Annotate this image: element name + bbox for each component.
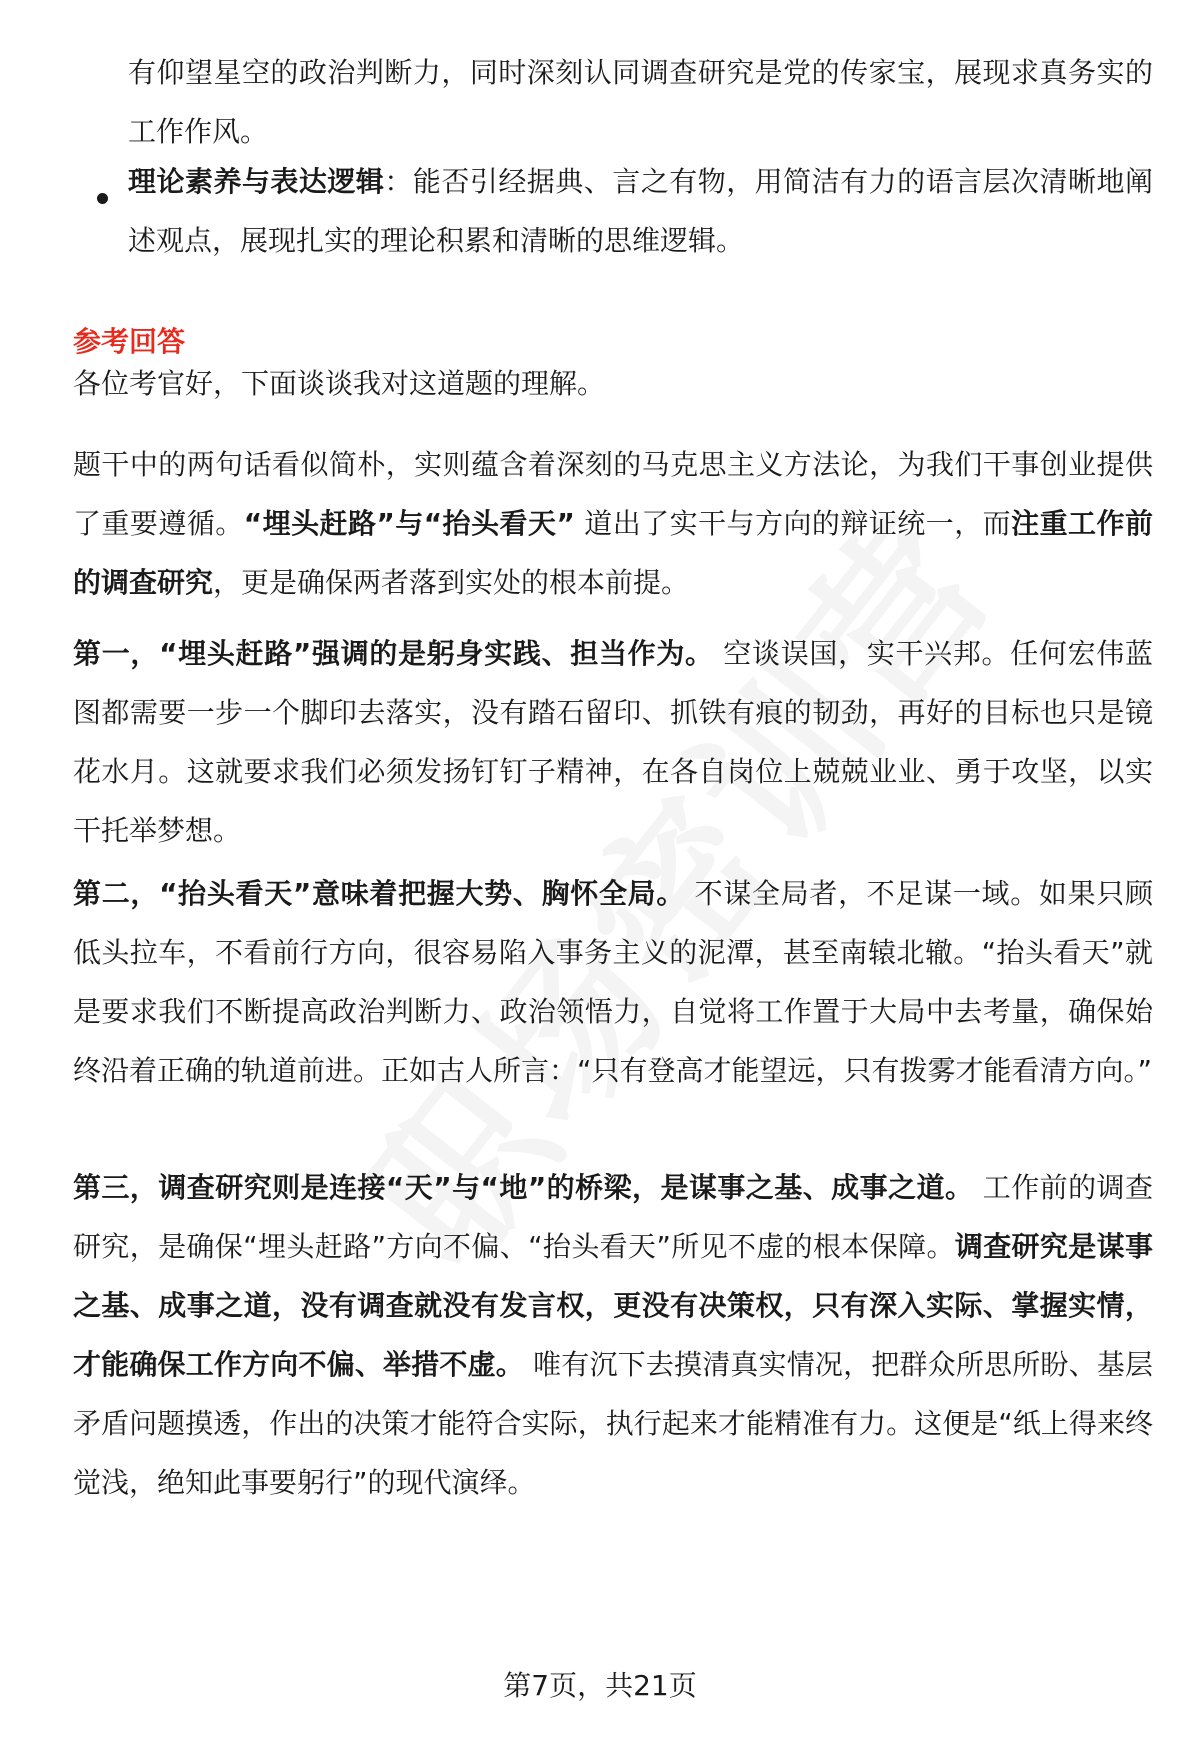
continued-paragraph [128, 43, 1153, 161]
point3-text-1: 工作前的调查研究，是确保“埋头赶路”方向不偏、“抬头看天”所见不虚的根本保障。 [73, 1171, 1153, 1263]
intro-bold-1: “埋头赶路”与“抬头看天” [243, 507, 575, 540]
continued-text: 有仰望星空的政治判断力，同时深刻认同调查研究是党的传家宝，展现求真务实的工作作风。 [128, 56, 1153, 148]
page-number: 第7页，共21页 [503, 1669, 697, 1702]
intro-text-2: 道出了实干与方向的辩证统一，而 [574, 507, 1012, 540]
point3-bold-2: 调查研究是谋事之基、成事之道，没有调查就没有发言权，更没有决策权，只有深入实际、掌握实情，才能确保工作方向不偏、举措不虚。 [73, 1230, 1153, 1381]
bullet-title: 理论素养与表达逻辑 [128, 165, 385, 198]
point3-heading: 第三，调查研究则是连接“天”与“地”的桥梁，是谋事之基、成事之道。 [73, 1171, 974, 1204]
intro-text-3: ，更是确保两者落到实处的根本前提。 [213, 566, 690, 599]
intro-bold-2: 注重工作前的调查研究 [73, 507, 1153, 599]
point2-text: 不谋全局者，不足谋一域。如果只顾低头拉车，不看前行方向，很容易陷入事务主义的泥潭，甚至南辕北辙。“抬头看天”就是要求我们不断提高政治判断力、政治领悟力，自觉将工作置于大局中去考量，确保始终沿着正确的轨道前进。正如古人所言：“只有登高才能望远，只有拨雾才能看清方向。” [73, 877, 1153, 1087]
point2-heading: 第二，“抬头看天”意味着把握大势、胸怀全局。 [73, 877, 686, 910]
section-heading: 参考回答 [73, 325, 186, 358]
point2-paragraph [73, 864, 1153, 1100]
greeting-text: 各位考官好，下面谈谈我对这道题的理解。 [73, 367, 606, 400]
point1-heading: 第一，“埋头赶路”强调的是躬身实践、担当作为。 [73, 637, 714, 670]
intro-text-1: 题干中的两句话看似简朴，实则蕴含着深刻的马克思主义方法论，为我们干事创业提供了重要遵循。 [73, 448, 1153, 540]
bullet-item [128, 152, 1153, 270]
point3-text-2: 唯有沉下去摸清真实情况，把群众所思所盼、基层矛盾问题摸透，作出的决策才能符合实际，执行起来才能精准有力。这便是“纸上得来终觉浅，绝知此事要躬行”的现代演绎。 [73, 1348, 1153, 1499]
intro-paragraph [73, 435, 1153, 612]
greeting-paragraph [73, 354, 1153, 413]
bullet-icon [97, 193, 108, 204]
bullet-text: ：能否引经据典、言之有物，用简洁有力的语言层次清晰地阐述观点，展现扎实的理论积累和清晰的思维逻辑。 [128, 165, 1153, 257]
point3-paragraph [73, 1158, 1153, 1512]
point1-text: 空谈误国，实干兴邦。任何宏伟蓝图都需要一步一个脚印去落实，没有踏石留印、抓铁有痕的韧劲，再好的目标也只是镜花水月。这就要求我们必须发扬钉钉子精神，在各自岗位上兢兢业业、勇于攻坚，以实干托举梦想。 [73, 637, 1153, 847]
point1-paragraph [73, 624, 1153, 860]
